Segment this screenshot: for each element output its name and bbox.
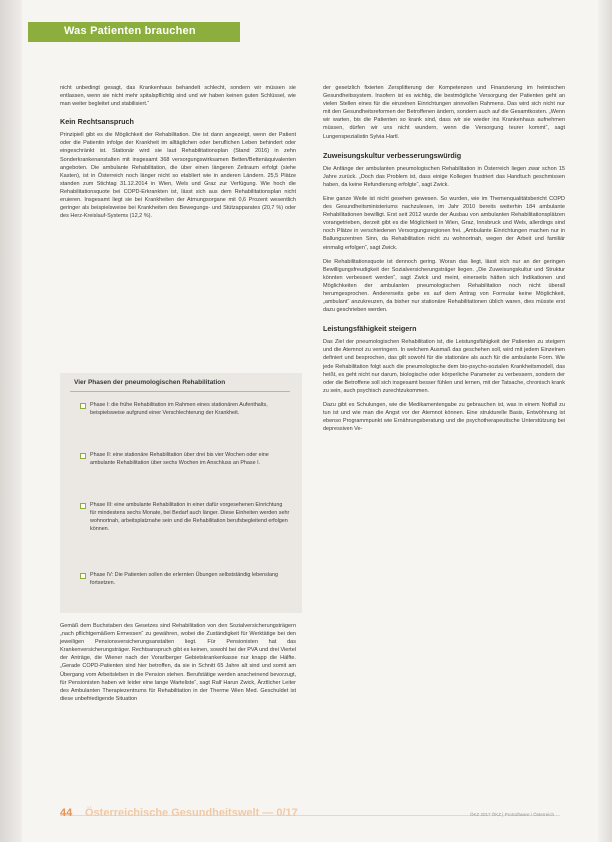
checkbox-bullet-icon [80,503,86,509]
checkbox-bullet-icon [80,453,86,459]
phases-box-title: Vier Phasen der pneumologischen Rehabilitation [74,379,226,386]
right-paragraph-2: Eine ganze Weile ist nicht gesehen gewesen. So wurden, wie im Themenqualitätsbericht COPD des Gesundheitsministeriums nachzulesen, im Jahr 2010 bereits weiterhin 184 ambulante Rehabilitationen bewilligt. Erst seit 2012 wurde der Ausbau von ambulanten Rehabilitationsplätzen vorangetrieben, derzeit gibt es die Möglichkeit in Wien, Graz, Innsbruck und Wels, allerdings sind noch Plätze in verschiedenen Versorgungsregionen frei. „Ambulante Einrichtungen machen nur in Ballungszentren Sinn, da Rehabilitation nicht zu wohnortnah, wegen der Arbeit und familiär einmalig erfolgen“, sagt Zwick. [323,195,565,251]
checkbox-bullet-icon [80,403,86,409]
footer-small-print: ÖKZ 2017 ÖKZ | ProSoftware / Österreich [470,812,554,817]
left-column [60,84,296,220]
phase-item: Phase III: eine ambulante Rehabilitation in einer dafür vorgesehenen Einrichtung für mindestens sechs Monate, bei Bedarf auch länger. Diese Einheiten werden sehr wohnortnah, arbeitsplatznahe sein und die Rehabilitation berufsbegleitend erfolgen können. [90,501,290,533]
right-column [323,84,565,433]
page-right-edge [598,0,612,842]
heading-zuweisungskultur: Zuweisungskultur verbesserungswürdig [323,150,462,160]
heading-kein-rechtsanspruch: Kein Rechtsanspruch [60,117,134,127]
heading-leistungsfaehigkeit: Leistungsfähigkeit steigern [323,324,417,334]
publication-name: Österreichische Gesundheitswelt — 0/17 [85,807,298,819]
phase-item: Phase IV: Die Patienten sollen die erlernten Übungen selbstständig lebenslang fortsetzen. [90,571,290,587]
right-paragraph-5: Dazu gibt es Schulungen, wie die Medikamentengabe zu gebrauchen ist, was in einem Notfall zu tun ist und wie man die Angst vor der Atemnot können. Eine strukturelle Basis, Entwöhnung ist ebenso Programmpunkt wie Ernährungsberatung und die psychotherapeutische Unterstützung bei depressiven Ve- [323,401,565,433]
phase-item: Phase I: die frühe Rehabilitation im Rahmen eines stationären Aufenthalts, beispielsweise aufgrund einer Verschlechterung der Krankheit. [90,401,290,417]
left-intro-paragraph: nicht unbedingt gesagt, das Krankenhaus behandelt schlecht, sondern wir müssen sie entlassen, wenn sie nicht mehr spitalspflichtig sind und wir haben keinen guten Schlüssel, wie man weiter begleitet und stabilisiert.“ [60,85,296,108]
right-intro-paragraph: der gesetzlich fixierten Zersplitterung der Kompetenzen und Finanzierung im heimischen Gesundheitssystem. Insofern ist es wichtig, die bestmögliche Versorgung der Patienten geht an vielen Stellen eines für die einzelnen Einrichtungen sinnvollen Rahmens. Das wird sich nicht nur mit den Gesundheitsreformen der Betroffenen ändern, sondern auch auf die Gesamtkosten. „Wenn wir warten, bis die Patienten so krank sind, dass wir sie wieder ins Krankenhaus aufnehmen müssen, dürfen wir uns nicht wundern, wenn die Versorgung teurer kommt“, sagt Lungenspezialistin Sylvia Hartl. [323,85,565,140]
left-column-continued [60,622,296,703]
section-title: Was Patienten brauchen [64,25,196,37]
phases-box-divider [70,391,290,392]
section-banner [28,22,240,42]
phase-item: Phase II: eine stationäre Rehabilitation über drei bis vier Wochen oder eine ambulante Rehabilitation über sechs Wochen im Anschluss an Phase I. [90,451,290,467]
left-body-paragraph: Prinzipiell gibt es die Möglichkeit der Rehabilitation. Die ist dann angezeigt, wenn der Patient oder die Patientin infolge der Krankheit im alltäglichen oder beruflichen Leben behindert oder eingeschränkt ist. Stationär wird sie laut Rehabilitationsplan (Stand 2016) in zehn Sonderkrankenanstalten mit insgesamt 368 versorgungswirksamen Betten/Bettenäquivalenten angeboten. Die ambulante Rehabilitation, die über einen längeren Zeitraum erfolgt (siehe Kasten), ist in Österreich noch länger nicht so etabliert wie in anderen Ländern. 25,5 Plätze standen zum Stichtag 31.12.2014 in Wien, Wels und Graz zur Verfügung. Wie hoch die Rehabilitationsquote bei COPD-Erkrankten ist, lässt sich aus dem Rehabilitationsplan nicht eruieren. Insgesamt liegt sie bei Krankheiten der Atmungsorgane mit 0,6 Prozent wesentlich geringer als beispielsweise bei Krankheiten des Bewegungs- und Stützapparates (20,7 %) oder des Herz-Kreislauf-Systems (12,2 %). [60,132,296,220]
right-paragraph-3: Die Rehabilitationsquote ist dennoch gering. Woran das liegt, lässt sich nur an der geringen Bewilligungsfreudigkeit der Sozialversicherungsträger liegen. „Die Zuweisungskultur und Struktur könnten verbessert werden“, sagt Zwick und meint, einerseits hätten sich Indikationen und Möglichkeiten der ambulanten pneumologischen Rehabilitation noch nicht überall herumgesprochen. Andererseits gebe es auf dem Antrag von Formular keine Möglichkeit, „ambulant“ anzukreuzen, da bisher nur stationäre Rehabilitationen üblich waren, dies müsste erst dazu geschrieben werden. [323,258,565,314]
right-paragraph-1: Die Anfänge der ambulanten pneumologischen Rehabilitation in Österreich liegen zwar schon 15 Jahre zurück. „Doch das Problem ist, dass einige Kollegen frustriert das Handtuch geschmissen haben, da keine Refundierung erfolgte“, sagt Zwick. [323,165,565,188]
right-paragraph-4: Das Ziel der pneumologischen Rehabilitation ist, die Leistungsfähigkeit der Patienten zu steigern und die Atemnot zu verringern. In welchem Ausmaß das geschehen soll, wird mit jedem Einzelnen definiert und besprochen, das gilt sowohl für die stationäre als auch für die ambulante Form. Wie jede Rehabilitation folgt auch die pneumologische dem bio-psycho-sozialen Krankheitsmodell, das heißt, es geht nicht nur darum, biologische oder körperliche Parameter zu verbessern, sondern der oder die Betroffene soll sich insgesamt besser fühlen und lernen, mit der Tatsache, chronisch krank zu sein, auch psychisch zurechtzukommen. [323,339,565,394]
page-number: 44 [60,807,73,819]
left-after-box-paragraph: Gemäß dem Buchstaben des Gesetzes sind Rehabilitation von den Sozialversicherungsträgern „nach pflichtgemäßem Ermessen“ zu gewähren, wobei die Zuständigkeit für Werktätige bei den jeweiligen Pensionsversicherungsanstalten liegt. Für Pensionisten hat das Krankenversicherungsträger. Rechtsanspruch gibt es keinen, sowohl bei der PVA und drei Viertel der Anträge, die Wiener nach der Vorarlberger Gebietskrankenkasse nur knapp die Hälfte. „Gerade COPD-Patienten sind hier betroffen, da sie in Schnitt 65 Jahre alt sind und somit am Übergang vom Arbeitsleben in die Pension stehen. Berufstätige werden anscheinend bevorzugt, für Pensionisten haben wir leider eine lange Warteliste“, sagt Ralf Harun Zwick, Ärztlicher Leiter des Ambulanten Therapiezentrums für Rehabilitation in der Therme Wien Med. Geschuldet ist diese unbefriedigende Situation [60,623,296,702]
page-left-edge [0,0,22,842]
phases-info-box [60,373,302,613]
checkbox-bullet-icon [80,573,86,579]
